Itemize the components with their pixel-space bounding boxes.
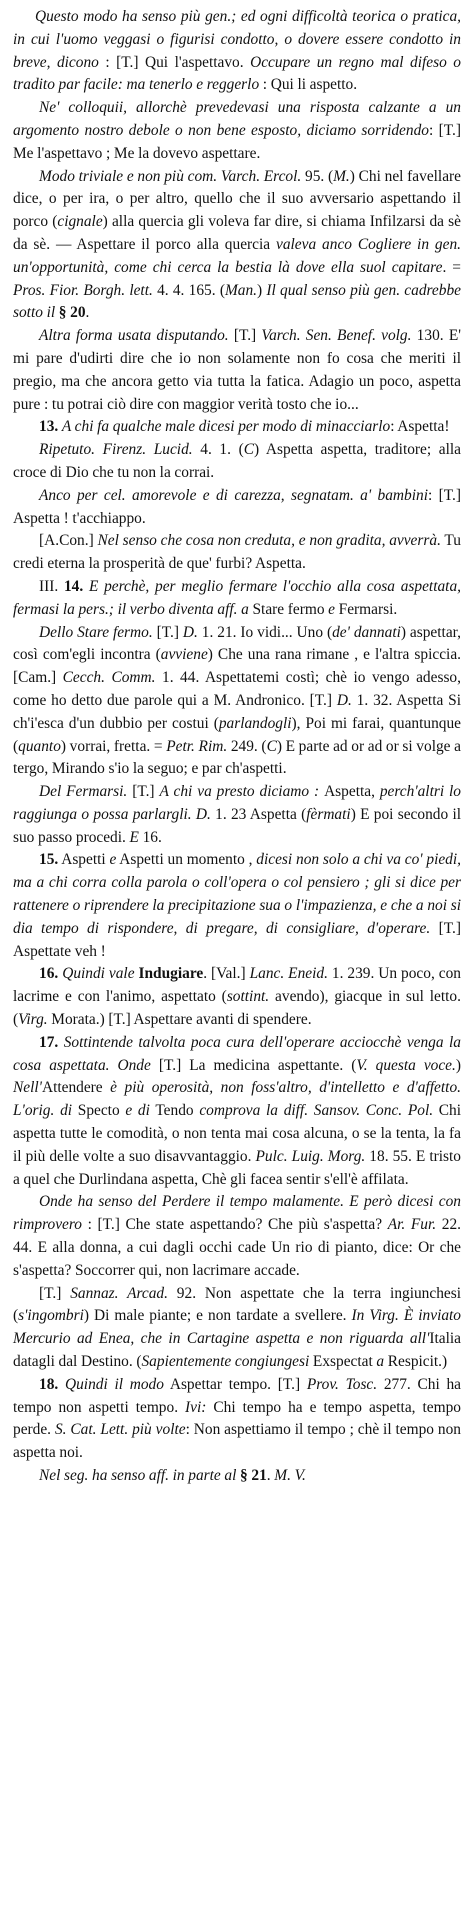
entry-paragraph: Onde ha senso del Perdere il tempo malamente. E però dicesi con rimprovero : [T.] Che state aspettando? Che più s'aspetta? Ar. Fur. 22. 44. E alla donna, a cui dagli occhi cade Un rio di pianto, dice: Or che s'aspetta? Soccorrer qui, non lacrimare accade.: [13, 1193, 462, 1279]
entry-paragraph: 15. Aspetti e Aspetti un momento , dicesi non solo a chi va co' piedi, ma a chi corra colla parola o coll'opera o col pensiero ; gli si dice per rattenere o riprendere la precipitazione sua o l'impazienza, e che a noi si dia tempo di rispondere, di pregare, di consigliare, d'operare. [T.] Aspettate veh !: [13, 851, 461, 960]
entry-paragraph: 13. A chi fa qualche male dicesi per modo di minacciarlo: Aspetta!: [39, 418, 450, 436]
entry-paragraph: 18. Quindi il modo Aspettar tempo. [T.] Prov. Tosc. 277. Chi ha tempo non aspetti tempo. Ivi: Chi tempo ha e tempo aspetta, tempo perde. S. Cat. Lett. più volte: Non aspettiamo il tempo ; chè il tempo non aspetta noi.: [13, 1375, 461, 1462]
entry-paragraph: Altra forma usata disputando. [T.] Varch. Sen. Benef. volg. 130. E' mi pare d'udirti dire che io non solamente non fo cosa che meriti il pregio, ma che ancora getto via tutta la fatica. Adagio un poco, aspetta pure : tu potrai ciò dire con maggior verità tosto che io...: [13, 327, 461, 413]
entry-paragraph: Anco per cel. amorevole e di carezza, segnatam. a' bambini: [T.] Aspetta ! t'acchiappo.: [13, 486, 461, 527]
entry-paragraph: Ripetuto. Firenz. Lucid. 4. 1. (C) Aspetta aspetta, traditore; alla croce di Dio che tu non la corrai.: [13, 441, 462, 481]
entry-paragraph: Dello Stare fermo. [T.] D. 1. 21. Io vidi... Uno (de' dannati) aspettar, così com'egli incontra (avviene) Che una rana rimane , e l'altra spiccia. [Cam.] Cecch. Comm. 1. 44. Aspettatemi costì; chè io vengo adesso, come ho detto due parole qui a M. Andronico. [T.] D. 1. 32. Aspetta Si ch'i'esca d'un dubbio per costui (parlandogli), Poi mi farai, quantunque (quanto) vorrai, fretta. = Petr. Rim. 249. (C) E parte ad or ad or si volge a tergo, Mirando s'io la seguo; e par ch'aspetti.: [13, 623, 462, 778]
entry-paragraph: Modo triviale e non più com. Varch. Ercol. 95. (M.) Chi nel favellare dice, o per ira, o per altro, quello che il suo avversario aspettando il porco (cignale) alla quercia gli voleva far dire, si chiama Infilzarsi da sè da sè. — Aspettare il porco alla quercia valeva anco Cogliere in gen. un'opportunità, come chi cerca la bestia là dove ella suol capitare. = Pros. Fior. Borgh. lett. 4. 4. 165. (Man.) Il qual senso più gen. cadrebbe sotto il § 20.: [13, 167, 462, 322]
dictionary-entry-column: [13, 6, 461, 1488]
entry-paragraph: Nel seg. ha senso aff. in parte al § 21. M. V.: [39, 1467, 306, 1484]
entry-paragraph: Questo modo ha senso più gen.; ed ogni difficoltà teorica o pratica, in cui l'uomo veggasi o figurisi condotto, o dovere essere condotto in breve, dicono : [T.] Qui l'aspettavo. Occupare un regno mal difeso o tradito par facile: ma tenerlo e reggerlo : Qui li aspetto.: [13, 8, 461, 94]
entry-paragraph: 16. Quindi vale Indugiare. [Val.] Lanc. Eneid. 1. 239. Un poco, con lacrime e con l'animo, aspettato (sottint. avendo), giacque in sul letto. (Virg. Morata.) [T.] Aspettare avanti di spendere.: [13, 965, 461, 1029]
entry-paragraph: Del Fermarsi. [T.] A chi va presto diciamo : Aspetta, perch'altri lo raggiunga o possa parlargli. D. 1. 23 Aspetta (fèrmati) E poi secondo il suo passo procedi. E 16.: [13, 783, 462, 846]
entry-paragraph: 17. Sottintende talvolta poca cura dell'operare acciocchè venga la cosa aspettata. Onde [T.] La medicina aspettante. (V. questa voce.) Nell'Attendere è più operosità, non foss'altro, d'intelletto e d'affetto. L'orig. di Specto e di Tendo comprova la diff. Sansov. Conc. Pol. Chi aspetta tutte le comodità, o non tenta mai cosa alcuna, o se la tenta, la fa il più delle volte a suo disavvantaggio. Pulc. Luig. Morg. 18. 55. E tristo a quel che Durlindana aspetta, Chè gli facea sentir s'ell'è affilata.: [13, 1033, 462, 1188]
entry-paragraph: III. 14. E perchè, per meglio fermare l'occhio alla cosa aspettata, fermasi la pers.; il verbo diventa aff. a Stare fermo e Fermarsi.: [13, 577, 461, 618]
entry-paragraph: Ne' colloquii, allorchè prevedevasi una risposta calzante a un argomento nostro debole o non bene esposto, diciamo sorridendo: [T.] Me l'aspettavo ; Me la dovevo aspettare.: [13, 99, 462, 162]
entry-paragraph: [A.Con.] Nel senso che cosa non creduta, e non gradita, avverrà. Tu credi eterna la prosperità de que' furbi? Aspetta.: [13, 532, 461, 573]
entry-paragraph: [T.] Sannaz. Arcad. 92. Non aspettate che la terra ingiunchesi (s'ingombri) Di male piante; e non tardate a svellere. In Virg. È inviato Mercurio ad Enea, che in Cartagine aspetta e non riguarda all'Italia datagli dal Destino. (Sapientemente congiungesi Exspectat a Respicit.): [13, 1284, 462, 1371]
